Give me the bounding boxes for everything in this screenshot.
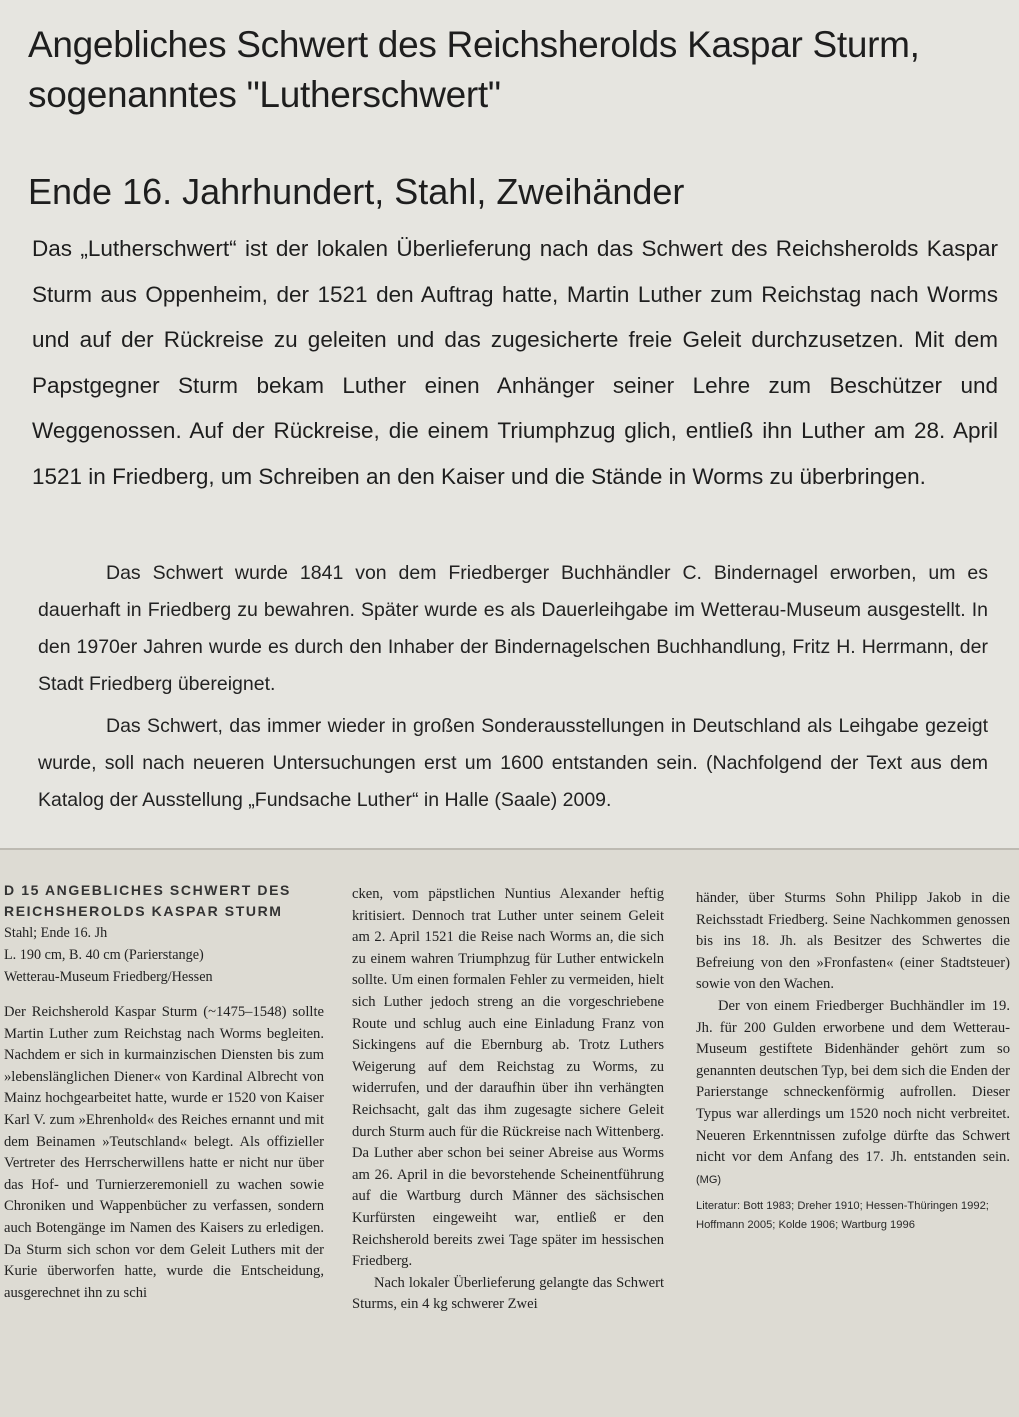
intro-paragraph: Das „Lutherschwert“ ist der lokalen Überlieferung nach das Schwert des Reichsherolds Kaspar Sturm aus Oppenheim, der 1521 den Auftrag hatte, Martin Luther zum Reichstag nach Worms und auf der Rückreise zu geleiten und das zugesicherte freie Geleit durchzusetzen. Mit dem Papstgegner Sturm bekam Luther einen Anhänger seiner Lehre zum Beschützer und Weggenossen. Auf der Rückreise, die einem Triumphzug glich, entließ ihn Luther am 28. April 1521 in Friedberg, um Schreiben an den Kaiser und die Stände in Worms zu überbringen. — [32, 236, 998, 489]
catalog-text-column-3b: Der von einem Friedberger Buchhändler im 19. Jh. für 200 Gulden erworbene und dem Wetterau-Museum gestiftete Bidenhänder gehört zum so genannten deutschen Typ, bei dem sich die Enden der Parierstange schneckenförmig aufrollen. Dieser Typus war allerdings um 1520 noch nicht verbreitet. Neueren Erkenntnissen zufolge dürfte das Schwert nicht vor dem Anfang des 17. Jh. entstanden sein. — [696, 997, 1010, 1166]
page-subtitle: Ende 16. Jahrhundert, Stahl, Zweihänder — [28, 171, 685, 212]
catalog-heading-line-2: REICHSHEROLDS KASPAR STURM — [4, 903, 283, 919]
catalog-column-1 — [4, 880, 324, 1304]
author-tag: (MG) — [696, 1173, 722, 1186]
catalog-text-column-1: Der Reichsherold Kaspar Sturm (~1475–1548) sollte Martin Luther zum Reichstag nach Worms begleiten. Nachdem er sich in kurmainzischen Diensten bis zum »lebenslänglichen Diener« von Kardinal Albrecht von Mainz hochgearbeitet hatte, wurde er 1520 von Kaiser Karl V. zum »Ehrenhold« des Reiches ernannt und mit dem Beinamen »Teutschland« belegt. Als offizieller Vertreter des Herrscherwillens hatte er nicht nur über das Hof- und Turnierzeremoniell zu wachen sowie Chroniken und Wappenbücher zu verfassen, sondern auch Botengänge im Namen des Kaisers zu erledigen. Da Sturm sich schon vor dem Geleit Luthers mit der Kurie überworfen hatte, wurde die Entscheidung, ausgerechnet ihn zu schi — [4, 1004, 324, 1301]
catalog-text-column-3b-wrapper — [696, 996, 1010, 1191]
body-paragraph-3: Das Schwert, das immer wieder in großen Sonderausstellungen in Deutschland als Leihgabe gezeigt wurde, soll nach neueren Untersuchungen erst um 1600 entstanden sein. (Nachfolgend der Text aus dem Katalog der Ausstellung „Fundsache Luther“ in Halle (Saale) 2009. — [38, 715, 988, 811]
catalog-text-column-2b: Nach lokaler Überlieferung gelangte das Schwert Sturms, ein 4 kg schwerer Zwei — [352, 1274, 664, 1313]
catalog-meta-dimensions: L. 190 cm, B. 40 cm (Parierstange) — [4, 947, 204, 963]
catalog-text-column-3: händer, über Sturms Sohn Philipp Jakob in die Reichsstadt Friedberg. Seine Nachkommen genossen bis ins 18. Jh. als Besitzer des Schwertes die Befreiung von den »Fronfasten« (einer Stadtsteuer) sowie von den Wachen. — [696, 890, 1010, 993]
body-paragraph-2: Das Schwert wurde 1841 von dem Friedberger Buchhändler C. Bindernagel erworben, um es dauerhaft in Friedberg zu bewahren. Später wurde es als Dauerleihgabe im Wetterau-Museum ausgestellt. In den 1970er Jahren wurde es durch den Inhaber der Bindernagelschen Buchhandlung, Fritz H. Herrmann, der Stadt Friedberg übereignet. — [38, 562, 988, 695]
catalog-heading-line-1: D 15 ANGEBLICHES SCHWERT DES — [4, 882, 291, 898]
catalog-meta-material: Stahl; Ende 16. Jh — [4, 925, 108, 941]
catalog-column-3 — [696, 888, 1010, 1235]
catalog-column-2 — [352, 884, 664, 1316]
catalog-meta-location: Wetterau-Museum Friedberg/Hessen — [4, 969, 213, 985]
title-line-1: Angebliches Schwert des Reichsherolds Kaspar Sturm, — [28, 24, 920, 65]
literature-references: Literatur: Bott 1983; Dreher 1910; Hessen-Thüringen 1992; Hoffmann 2005; Kolde 1906; Wartburg 1996 — [696, 1200, 989, 1232]
title-line-2: sogenanntes "Lutherschwert" — [28, 74, 501, 115]
catalog-text-column-2: cken, vom päpstlichen Nuntius Alexander heftig kritisiert. Dennoch trat Luther unter seinem Geleit am 2. April 1521 die Reise nach Worms an, die sich zu einem wahren Triumphzug für Luther entwickeln sollte. Um einen formalen Fehler zu vermeiden, hielt sich Luther jedoch streng an die vorgeschriebene Route und schlug auch eine Einladung Franz von Sickingens auf die Ebernburg ab. Trotz Luthers Weigerung auf dem Reichstag zu Worms, zu widerrufen, und der daraufhin über ihn verhängten Reichsacht, galt das ihm zugesagte sichere Geleit durch Sturm auch für die Rückreise nach Wittenberg. Da Luther aber schon bei seiner Abreise aus Worms am 26. April in die bevorstehende Scheinentführung auf die Wartburg durch Männer des sächsischen Kurfürsten eingeweiht war, entließ er den Reichsherold bereits zwei Tage später im hessischen Friedberg. — [352, 886, 664, 1270]
page-title — [28, 20, 1003, 120]
